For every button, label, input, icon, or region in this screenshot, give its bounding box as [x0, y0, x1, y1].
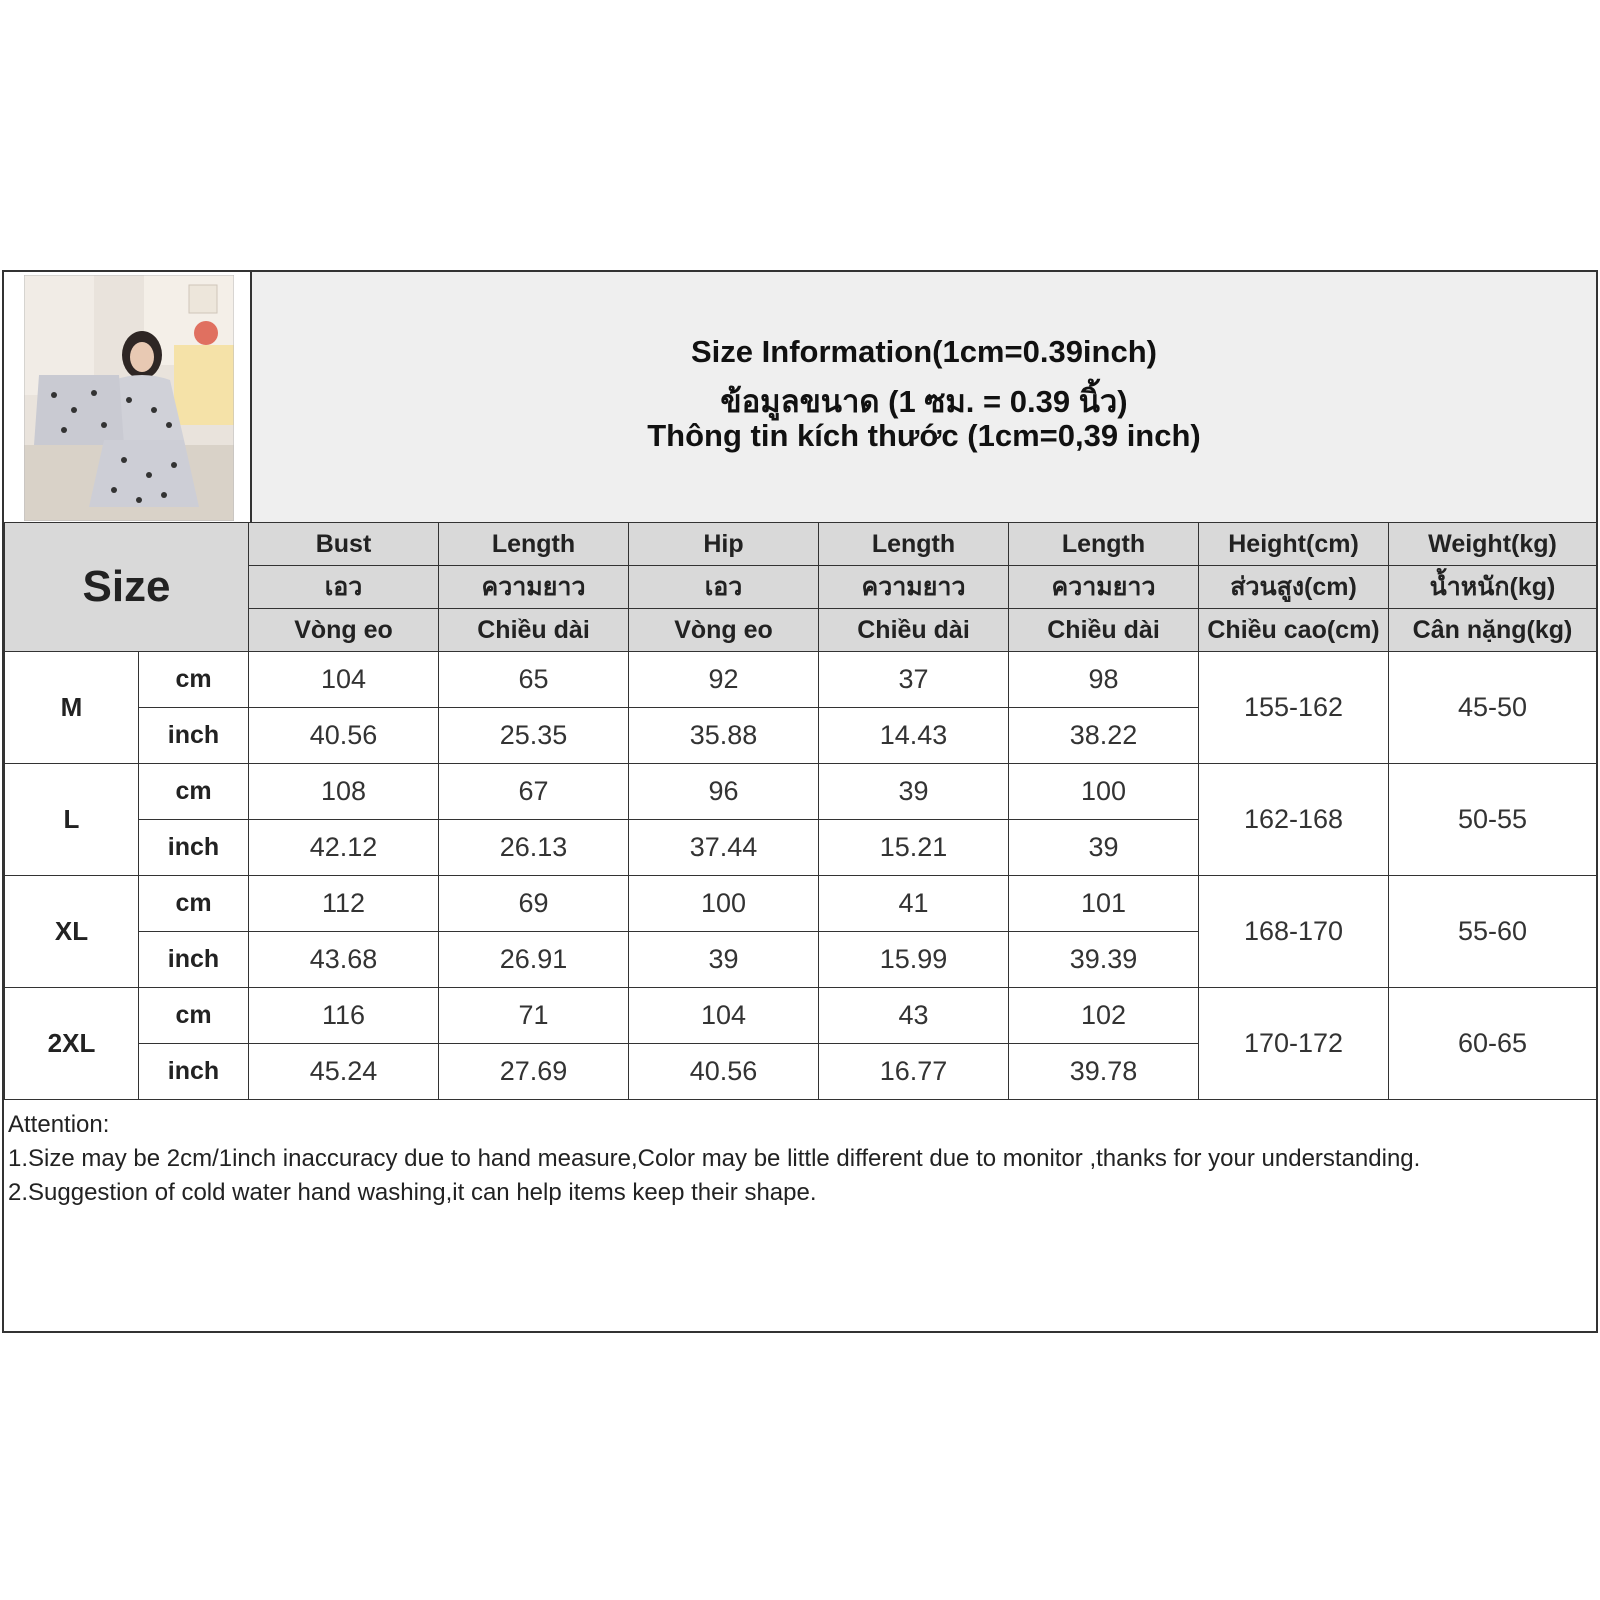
column-header: Chiều dài	[819, 609, 1009, 652]
measurement-cell: 35.88	[629, 708, 819, 764]
measurement-cell: 100	[629, 876, 819, 932]
measurement-cell: 38.22	[1009, 708, 1199, 764]
measurement-cell: 71	[439, 988, 629, 1044]
unit-label: cm	[139, 988, 249, 1044]
column-header: Vòng eo	[249, 609, 439, 652]
measurement-cell: 25.35	[439, 708, 629, 764]
size-information-header	[250, 272, 1596, 522]
measurement-cell: 26.13	[439, 820, 629, 876]
column-header: Chiều dài	[1009, 609, 1199, 652]
column-header: น้ำหนัก(kg)	[1389, 566, 1597, 609]
column-header: ส่วนสูง(cm)	[1199, 566, 1389, 609]
height-range: 155-162	[1199, 652, 1389, 764]
table-row	[5, 876, 1597, 932]
measurement-cell: 104	[249, 652, 439, 708]
measurement-cell: 108	[249, 764, 439, 820]
measurement-cell: 65	[439, 652, 629, 708]
measurement-cell: 39.78	[1009, 1044, 1199, 1100]
size-name: 2XL	[5, 988, 139, 1100]
measurement-cell: 39	[819, 764, 1009, 820]
measurement-cell: 15.21	[819, 820, 1009, 876]
column-header: Hip	[629, 523, 819, 566]
measurement-cell: 104	[629, 988, 819, 1044]
measurement-cell: 98	[1009, 652, 1199, 708]
measurement-cell: 116	[249, 988, 439, 1044]
column-header: Length	[819, 523, 1009, 566]
measurement-cell: 16.77	[819, 1044, 1009, 1100]
measurement-cell: 92	[629, 652, 819, 708]
size-name: M	[5, 652, 139, 764]
measurement-cell: 39	[629, 932, 819, 988]
measurement-cell: 14.43	[819, 708, 1009, 764]
measurement-cell: 96	[629, 764, 819, 820]
title-thai: ข้อมูลขนาด (1 ซม. = 0.39 นิ้ว)	[720, 384, 1128, 419]
column-header: ความยาว	[1009, 566, 1199, 609]
unit-label: inch	[139, 1044, 249, 1100]
product-photo-illustration	[24, 275, 234, 521]
column-header: Chiều cao(cm)	[1199, 609, 1389, 652]
header-row-en	[5, 523, 1597, 566]
unit-label: inch	[139, 932, 249, 988]
column-header: ความยาว	[819, 566, 1009, 609]
measurement-cell: 42.12	[249, 820, 439, 876]
height-range: 170-172	[1199, 988, 1389, 1100]
note-item: 2.Suggestion of cold water hand washing,it can help items keep their shape.	[8, 1179, 817, 1206]
measurement-cell: 69	[439, 876, 629, 932]
table-row	[5, 764, 1597, 820]
measurement-cell: 26.91	[439, 932, 629, 988]
title-english: Size Information(1cm=0.39inch)	[691, 334, 1157, 369]
unit-label: cm	[139, 652, 249, 708]
product-photo	[24, 275, 234, 521]
unit-label: cm	[139, 876, 249, 932]
column-header: Cân nặng(kg)	[1389, 609, 1597, 652]
weight-range: 55-60	[1389, 876, 1597, 988]
measurement-cell: 39.39	[1009, 932, 1199, 988]
column-header: Chiều dài	[439, 609, 629, 652]
measurement-cell: 43	[819, 988, 1009, 1044]
note-heading: Attention:	[8, 1111, 110, 1138]
table-row	[5, 988, 1597, 1044]
column-header: เอว	[249, 566, 439, 609]
measurement-cell: 27.69	[439, 1044, 629, 1100]
measurement-cell: 37	[819, 652, 1009, 708]
measurement-cell: 45.24	[249, 1044, 439, 1100]
size-chart	[2, 270, 1598, 1333]
measurement-cell: 41	[819, 876, 1009, 932]
note-item: 1.Size may be 2cm/1inch inaccuracy due to hand measure,Color may be little different due to monitor ,thanks for your understanding.	[8, 1145, 1421, 1172]
unit-label: cm	[139, 764, 249, 820]
measurement-cell: 112	[249, 876, 439, 932]
size-table	[4, 522, 1597, 1100]
measurement-cell: 37.44	[629, 820, 819, 876]
attention-notes	[8, 1108, 1592, 1210]
column-header: ความยาว	[439, 566, 629, 609]
measurement-cell: 40.56	[249, 708, 439, 764]
height-range: 168-170	[1199, 876, 1389, 988]
measurement-cell: 100	[1009, 764, 1199, 820]
size-name: XL	[5, 876, 139, 988]
weight-range: 50-55	[1389, 764, 1597, 876]
measurement-cell: 40.56	[629, 1044, 819, 1100]
size-name: L	[5, 764, 139, 876]
height-range: 162-168	[1199, 764, 1389, 876]
weight-range: 60-65	[1389, 988, 1597, 1100]
column-header: Length	[439, 523, 629, 566]
measurement-cell: 67	[439, 764, 629, 820]
measurement-cell: 43.68	[249, 932, 439, 988]
weight-range: 45-50	[1389, 652, 1597, 764]
size-column-header: Size	[5, 523, 249, 652]
unit-label: inch	[139, 820, 249, 876]
column-header: Bust	[249, 523, 439, 566]
table-row	[5, 652, 1597, 708]
column-header: Height(cm)	[1199, 523, 1389, 566]
measurement-cell: 102	[1009, 988, 1199, 1044]
title-vietnamese: Thông tin kích thước (1cm=0,39 inch)	[647, 418, 1201, 453]
measurement-cell: 101	[1009, 876, 1199, 932]
column-header: เอว	[629, 566, 819, 609]
column-header: Weight(kg)	[1389, 523, 1597, 566]
column-header: Length	[1009, 523, 1199, 566]
measurement-cell: 15.99	[819, 932, 1009, 988]
measurement-cell: 39	[1009, 820, 1199, 876]
column-header: Vòng eo	[629, 609, 819, 652]
unit-label: inch	[139, 708, 249, 764]
